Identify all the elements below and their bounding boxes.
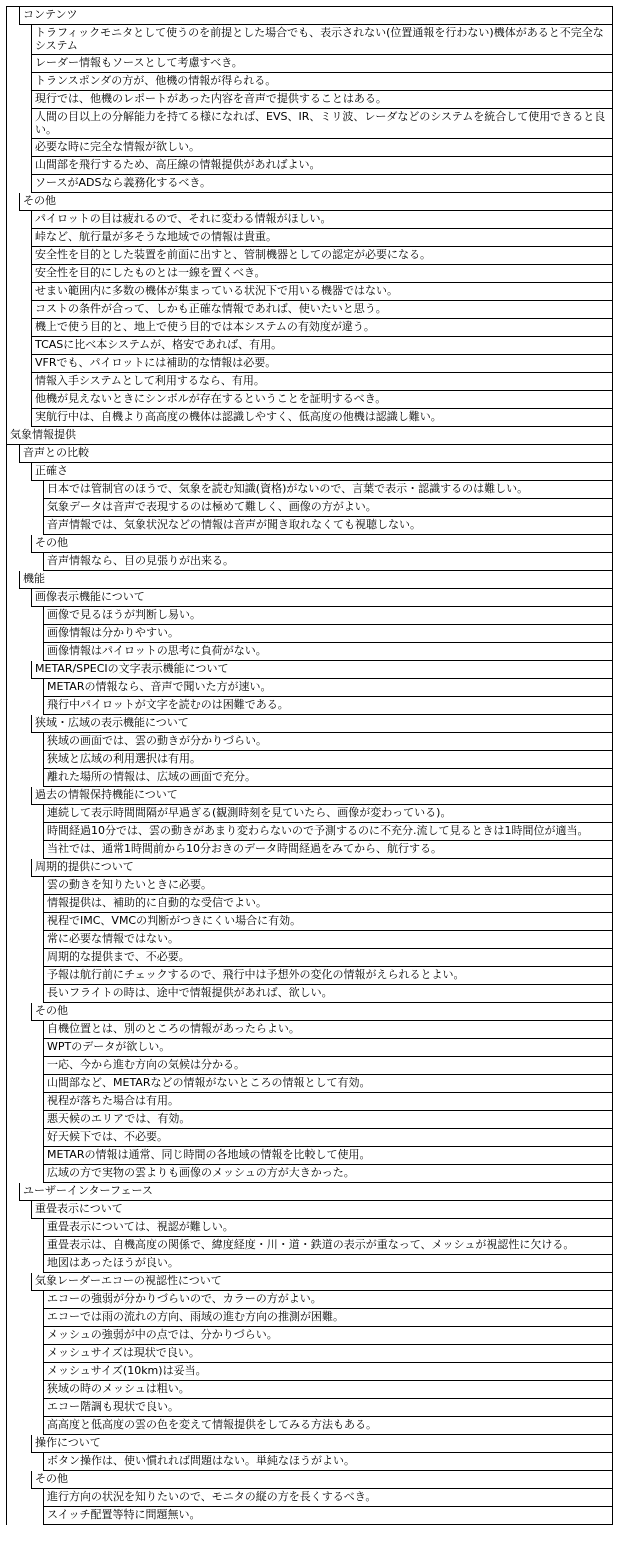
outline-cell: コストの条件が合って、しかも正確な情報であれば、使いたいと思う。: [31, 301, 612, 319]
indent-spacer: [7, 1273, 31, 1291]
outline-row: [7, 715, 612, 733]
outline-cell: せまい範囲内に多数の機体が集まっている状況下で用いる機器ではない。: [31, 283, 612, 301]
indent-spacer: [7, 1201, 31, 1219]
indent-spacer: [7, 625, 43, 643]
outline-row: [7, 499, 612, 517]
outline-row: [7, 355, 612, 373]
indent-spacer: [7, 1003, 31, 1021]
indent-spacer: [7, 193, 19, 211]
outline-row: [7, 769, 612, 787]
outline-cell: 必要な時に完全な情報が欲しい。: [31, 139, 612, 157]
indent-spacer: [7, 391, 31, 409]
outline-row: [7, 1327, 612, 1345]
outline-row: [7, 409, 612, 427]
indent-spacer: [7, 1435, 31, 1453]
outline-row: [7, 427, 612, 445]
outline-row: [7, 1273, 612, 1291]
outline-row: [7, 463, 612, 481]
outline-row: [7, 1471, 612, 1489]
indent-spacer: [7, 265, 31, 283]
outline-row: [7, 7, 612, 25]
outline-cell: 常に必要な情報ではない。: [43, 931, 612, 949]
outline-row: [7, 553, 612, 571]
outline-row: [7, 283, 612, 301]
outline-cell: 視程が落ちた場合は有用。: [43, 1093, 612, 1111]
indent-spacer: [7, 301, 31, 319]
outline-cell: 情報入手システムとして利用するなら、有用。: [31, 373, 612, 391]
outline-cell: メッシュサイズは現状で良い。: [43, 1345, 612, 1363]
indent-spacer: [7, 1453, 43, 1471]
indent-spacer: [7, 7, 19, 25]
outline-row: [7, 607, 612, 625]
outline-row: [7, 175, 612, 193]
indent-spacer: [7, 337, 31, 355]
outline-row: [7, 1399, 612, 1417]
outline-cell: 一応、今から進む方向の気候は分かる。: [43, 1057, 612, 1075]
indent-spacer: [7, 931, 43, 949]
indent-spacer: [7, 73, 31, 91]
indent-spacer: [7, 1093, 43, 1111]
indent-spacer: [7, 607, 43, 625]
outline-cell: 現行では、他機のレポートがあった内容を音声で提供することはある。: [31, 91, 612, 109]
indent-spacer: [7, 535, 31, 553]
indent-spacer: [7, 949, 43, 967]
indent-spacer: [7, 109, 31, 139]
outline-cell: 峠など、航行量が多そうな地域での情報は貴重。: [31, 229, 612, 247]
indent-spacer: [7, 1237, 43, 1255]
outline-row: [7, 445, 612, 463]
outline-cell: 自機位置とは、別のところの情報があったらよい。: [43, 1021, 612, 1039]
outline-row: [7, 571, 612, 589]
indent-spacer: [7, 1021, 43, 1039]
indent-spacer: [7, 1183, 19, 1201]
outline-row: [7, 1003, 612, 1021]
indent-spacer: [7, 643, 43, 661]
outline-cell: 音声との比較: [19, 445, 612, 463]
indent-spacer: [7, 139, 31, 157]
outline-row: [7, 625, 612, 643]
indent-spacer: [7, 1507, 43, 1525]
indent-spacer: [7, 157, 31, 175]
outline-row: [7, 1291, 612, 1309]
outline-cell: TCASに比べ本システムが、格安であれば、有用。: [31, 337, 612, 355]
indent-spacer: [7, 319, 31, 337]
outline-cell: 安全性を目的にしたものとは一線を置くべき。: [31, 265, 612, 283]
outline-cell: 気象データは音声で表現するのは極めて難しく、画像の方がよい。: [43, 499, 612, 517]
outline-row: [7, 373, 612, 391]
outline-row: [7, 1021, 612, 1039]
outline-row: [7, 193, 612, 211]
indent-spacer: [7, 55, 31, 73]
indent-spacer: [7, 25, 31, 55]
outline-cell: メッシュの強弱が中の点では、分かりづらい。: [43, 1327, 612, 1345]
outline-row: [7, 589, 612, 607]
outline-row: [7, 949, 612, 967]
outline-row: [7, 391, 612, 409]
outline-cell: 気象情報提供: [7, 427, 612, 445]
outline-cell: コンテンツ: [19, 7, 612, 25]
outline-table: [6, 6, 613, 1525]
indent-spacer: [7, 247, 31, 265]
indent-spacer: [7, 409, 31, 427]
outline-row: [7, 517, 612, 535]
outline-cell: 正確さ: [31, 463, 612, 481]
outline-row: [7, 859, 612, 877]
indent-spacer: [7, 859, 31, 877]
outline-row: [7, 679, 612, 697]
outline-cell: エコー階調も現状で良い。: [43, 1399, 612, 1417]
outline-row: [7, 1183, 612, 1201]
indent-spacer: [7, 211, 31, 229]
indent-spacer: [7, 1147, 43, 1165]
outline-cell: その他: [31, 535, 612, 553]
outline-row: [7, 1039, 612, 1057]
outline-cell: 人間の目以上の分解能力を持てる様になれば、EVS、IR、ミリ波、レーダなどのシステムを統合して使用できると良い。: [31, 109, 612, 139]
outline-row: [7, 319, 612, 337]
outline-row: [7, 985, 612, 1003]
outline-row: [7, 1435, 612, 1453]
outline-cell: 地図はあったほうが良い。: [43, 1255, 612, 1273]
outline-row: [7, 1111, 612, 1129]
outline-row: [7, 823, 612, 841]
outline-cell: 進行方向の状況を知りたいので、モニタの縦の方を長くするべき。: [43, 1489, 612, 1507]
outline-cell: 飛行中パイロットが文字を読むのは困難である。: [43, 697, 612, 715]
indent-spacer: [7, 445, 19, 463]
indent-spacer: [7, 1345, 43, 1363]
indent-spacer: [7, 967, 43, 985]
indent-spacer: [7, 985, 43, 1003]
indent-spacer: [7, 787, 31, 805]
outline-cell: エコーの強弱が分かりづらいので、カラーの方がよい。: [43, 1291, 612, 1309]
outline-cell: METAR/SPECIの文字表示機能について: [31, 661, 612, 679]
indent-spacer: [7, 715, 31, 733]
outline-cell: 広域の方で実物の雲よりも画像のメッシュの方が大きかった。: [43, 1165, 612, 1183]
indent-spacer: [7, 571, 19, 589]
outline-cell: 気象レーダーエコーの視認性について: [31, 1273, 612, 1291]
outline-cell: 狭域・広域の表示機能について: [31, 715, 612, 733]
outline-cell: その他: [31, 1471, 612, 1489]
outline-row: [7, 1453, 612, 1471]
indent-spacer: [7, 553, 43, 571]
indent-spacer: [7, 661, 31, 679]
outline-cell: 狭域の画面では、雲の動きが分かりづらい。: [43, 733, 612, 751]
indent-spacer: [7, 805, 43, 823]
outline-row: [7, 1075, 612, 1093]
outline-cell: 当社では、通常1時間前から10分おきのデータ時間経過をみてから、航行する。: [43, 841, 612, 859]
outline-row: [7, 1219, 612, 1237]
outline-cell: 好天候下では、不必要。: [43, 1129, 612, 1147]
indent-spacer: [7, 895, 43, 913]
outline-cell: 安全性を目的とした装置を前面に出すと、管制機器としての認定が必要になる。: [31, 247, 612, 265]
outline-cell: 操作について: [31, 1435, 612, 1453]
outline-cell: メッシュサイズ(10km)は妥当。: [43, 1363, 612, 1381]
outline-cell: トラフィックモニタとして使うのを前提とした場合でも、表示されない(位置通報を行わない)機体があると不完全なシステム: [31, 25, 612, 55]
indent-spacer: [7, 1075, 43, 1093]
outline-row: [7, 1093, 612, 1111]
outline-cell: 機能: [19, 571, 612, 589]
outline-row: [7, 55, 612, 73]
indent-spacer: [7, 481, 43, 499]
indent-spacer: [7, 1111, 43, 1129]
outline-row: [7, 157, 612, 175]
outline-row: [7, 733, 612, 751]
outline-row: [7, 211, 612, 229]
outline-row: [7, 895, 612, 913]
indent-spacer: [7, 229, 31, 247]
outline-row: [7, 841, 612, 859]
outline-row: [7, 1363, 612, 1381]
outline-row: [7, 931, 612, 949]
outline-cell: パイロットの目は疲れるので、それに変わる情報がほしい。: [31, 211, 612, 229]
indent-spacer: [7, 841, 43, 859]
outline-cell: 予報は航行前にチェックするので、飛行中は予想外の変化の情報がえられるとよい。: [43, 967, 612, 985]
indent-spacer: [7, 1471, 31, 1489]
outline-cell: 重畳表示については、視認が難しい。: [43, 1219, 612, 1237]
outline-row: [7, 1129, 612, 1147]
indent-spacer: [7, 517, 43, 535]
outline-cell: エコーでは雨の流れの方向、雨域の進む方向の推測が困難。: [43, 1309, 612, 1327]
outline-cell: 時間経過10分では、雲の動きがあまり変わらないので予測するのに不充分.流して見るときは1時間位が適当。: [43, 823, 612, 841]
outline-row: [7, 91, 612, 109]
outline-cell: 離れた場所の情報は、広域の画面で充分。: [43, 769, 612, 787]
indent-spacer: [7, 823, 43, 841]
indent-spacer: [7, 1417, 43, 1435]
indent-spacer: [7, 283, 31, 301]
indent-spacer: [7, 463, 31, 481]
outline-row: [7, 1237, 612, 1255]
outline-cell: 重畳表示は、自機高度の関係で、緯度経度・川・道・鉄道の表示が重なって、メッシュが視認性に欠ける。: [43, 1237, 612, 1255]
outline-cell: ソースがADSなら義務化するべき。: [31, 175, 612, 193]
outline-cell: その他: [19, 193, 612, 211]
outline-cell: 画像情報は分かりやすい。: [43, 625, 612, 643]
outline-cell: 連続して表示時間間隔が早過ぎる(観測時刻を見ていたら、画像が変わっている)。: [43, 805, 612, 823]
indent-spacer: [7, 1129, 43, 1147]
outline-row: [7, 1309, 612, 1327]
indent-spacer: [7, 1327, 43, 1345]
outline-row: [7, 139, 612, 157]
outline-row: [7, 1057, 612, 1075]
indent-spacer: [7, 913, 43, 931]
indent-spacer: [7, 373, 31, 391]
outline-row: [7, 697, 612, 715]
outline-cell: トランスポンダの方が、他機の情報が得られる。: [31, 73, 612, 91]
outline-row: [7, 877, 612, 895]
outline-row: [7, 535, 612, 553]
outline-row: [7, 247, 612, 265]
indent-spacer: [7, 355, 31, 373]
outline-row: [7, 751, 612, 769]
outline-cell: 機上で使う目的と、地上で使う目的では本システムの有効度が違う。: [31, 319, 612, 337]
indent-spacer: [7, 1399, 43, 1417]
indent-spacer: [7, 1309, 43, 1327]
outline-row: [7, 1507, 612, 1525]
outline-row: [7, 25, 612, 55]
indent-spacer: [7, 1381, 43, 1399]
outline-row: [7, 1255, 612, 1273]
outline-cell: ボタン操作は、使い慣れれば問題はない。単純なほうがよい。: [43, 1453, 612, 1471]
outline-cell: 画像表示機能について: [31, 589, 612, 607]
outline-cell: 狭域と広域の利用選択は有用。: [43, 751, 612, 769]
indent-spacer: [7, 679, 43, 697]
indent-spacer: [7, 499, 43, 517]
outline-row: [7, 1165, 612, 1183]
outline-cell: ユーザーインターフェース: [19, 1183, 612, 1201]
outline-row: [7, 265, 612, 283]
outline-cell: 長いフライトの時は、途中で情報提供があれば、欲しい。: [43, 985, 612, 1003]
outline-cell: 音声情報なら、目の見張りが出来る。: [43, 553, 612, 571]
outline-cell: 画像で見るほうが判断し易い。: [43, 607, 612, 625]
outline-row: [7, 913, 612, 931]
outline-row: [7, 301, 612, 319]
outline-cell: その他: [31, 1003, 612, 1021]
outline-cell: 画像情報はパイロットの思考に負荷がない。: [43, 643, 612, 661]
indent-spacer: [7, 1219, 43, 1237]
indent-spacer: [7, 1165, 43, 1183]
outline-row: [7, 805, 612, 823]
indent-spacer: [7, 589, 31, 607]
indent-spacer: [7, 1291, 43, 1309]
outline-cell: 狭域の時のメッシュは粗い。: [43, 1381, 612, 1399]
outline-row: [7, 481, 612, 499]
outline-cell: 視程でIMC、VMCの判断がつきにくい場合に有効。: [43, 913, 612, 931]
outline-cell: METARの情報は通常、同じ時間の各地域の情報を比較して使用。: [43, 1147, 612, 1165]
outline-row: [7, 1345, 612, 1363]
outline-row: [7, 1489, 612, 1507]
outline-row: [7, 1147, 612, 1165]
outline-cell: 過去の情報保持機能について: [31, 787, 612, 805]
outline-cell: 山間部を飛行するため、高圧線の情報提供があればよい。: [31, 157, 612, 175]
outline-row: [7, 787, 612, 805]
outline-cell: METARの情報なら、音声で聞いた方が速い。: [43, 679, 612, 697]
indent-spacer: [7, 697, 43, 715]
outline-cell: 高高度と低高度の雲の色を変えて情報提供をしてみる方法もある。: [43, 1417, 612, 1435]
outline-row: [7, 1381, 612, 1399]
outline-cell: 周期的な提供まで、不必要。: [43, 949, 612, 967]
outline-cell: 周期的提供について: [31, 859, 612, 877]
indent-spacer: [7, 91, 31, 109]
outline-row: [7, 1201, 612, 1219]
outline-row: [7, 109, 612, 139]
outline-row: [7, 661, 612, 679]
outline-cell: 日本では管制官のほうで、気象を読む知識(資格)がないので、言葉で表示・認識するのは難しい。: [43, 481, 612, 499]
indent-spacer: [7, 1255, 43, 1273]
outline-row: [7, 229, 612, 247]
outline-row: [7, 967, 612, 985]
indent-spacer: [7, 769, 43, 787]
outline-cell: 音声情報では、気象状況などの情報は音声が聞き取れなくても視聴しない。: [43, 517, 612, 535]
outline-cell: VFRでも、パイロットには補助的な情報は必要。: [31, 355, 612, 373]
outline-cell: 悪天候のエリアでは、有効。: [43, 1111, 612, 1129]
outline-cell: 雲の動きを知りたいときに必要。: [43, 877, 612, 895]
indent-spacer: [7, 1039, 43, 1057]
outline-cell: 山間部など、METARなどの情報がないところの情報として有効。: [43, 1075, 612, 1093]
outline-row: [7, 643, 612, 661]
outline-row: [7, 337, 612, 355]
outline-cell: 情報提供は、補助的に自動的な受信でよい。: [43, 895, 612, 913]
outline-cell: 他機が見えないときにシンボルが存在するということを証明するべき。: [31, 391, 612, 409]
indent-spacer: [7, 1057, 43, 1075]
indent-spacer: [7, 877, 43, 895]
outline-cell: WPTのデータが欲しい。: [43, 1039, 612, 1057]
outline-row: [7, 73, 612, 91]
outline-cell: 重畳表示について: [31, 1201, 612, 1219]
outline-cell: スイッチ配置等特に問題無い。: [43, 1507, 612, 1525]
indent-spacer: [7, 1489, 43, 1507]
outline-cell: レーダー情報もソースとして考慮すべき。: [31, 55, 612, 73]
outline-cell: 実航行中は、自機より高高度の機体は認識しやすく、低高度の他機は認識し難い。: [31, 409, 612, 427]
indent-spacer: [7, 175, 31, 193]
indent-spacer: [7, 733, 43, 751]
indent-spacer: [7, 1363, 43, 1381]
indent-spacer: [7, 751, 43, 769]
outline-row: [7, 1417, 612, 1435]
